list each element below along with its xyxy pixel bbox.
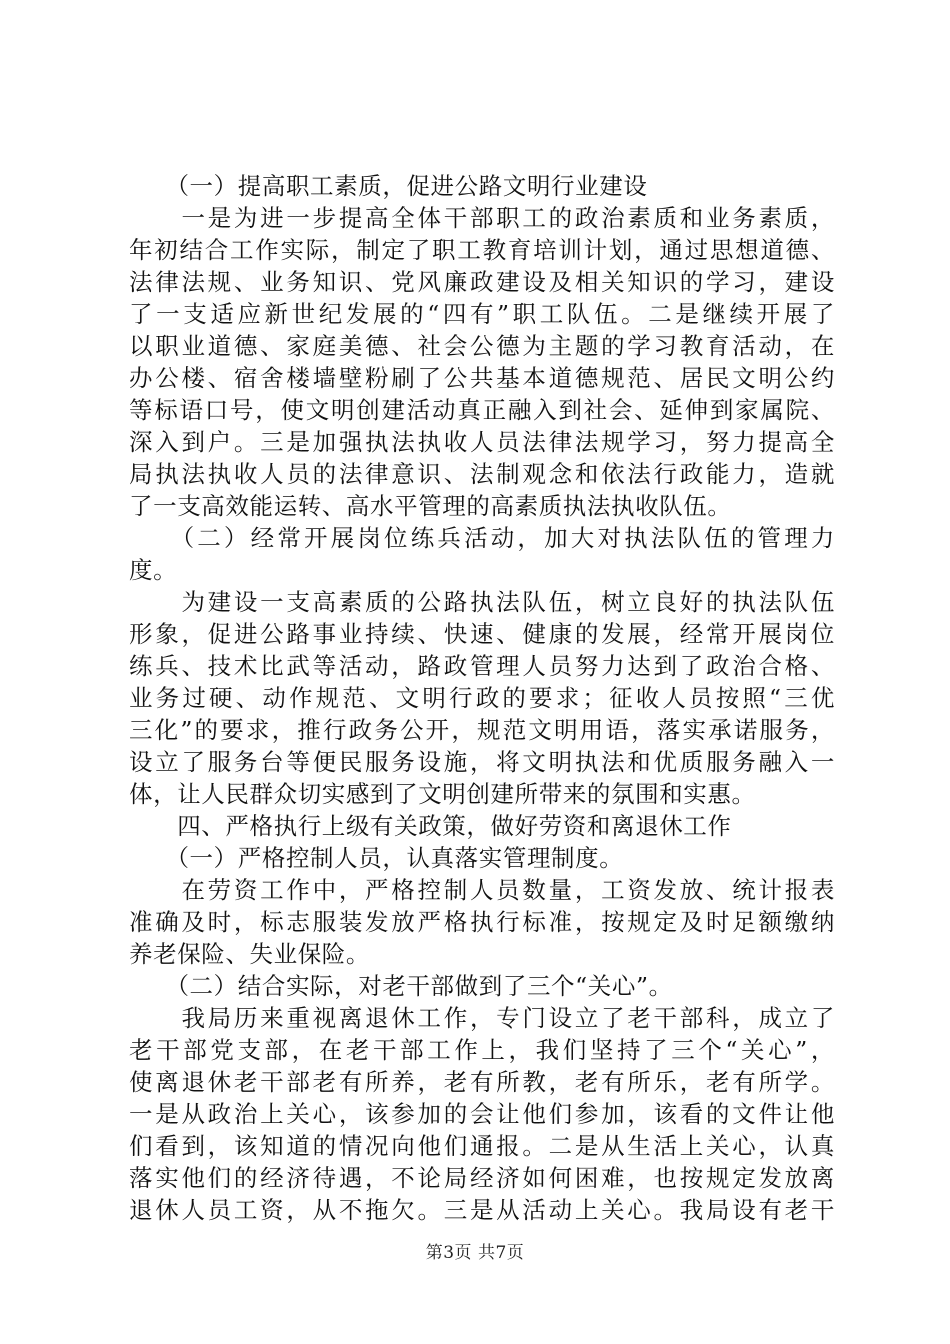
text-line: （二）经常开展岗位练兵活动，加大对执法队伍的管理力 [129,524,835,552]
text-line: 落实他们的经济待遇，不论局经济如何困难，也按规定发放离 [129,1164,835,1192]
text-line: 体，让人民群众切实感到了文明创建所带来的氛围和实惠。 [129,780,756,808]
page-footer: 第3页 共7页 [425,1243,525,1263]
text-line: 我局历来重视离退休工作，专门设立了老干部科，成立了 [129,1004,835,1032]
text-line: 一是从政治上关心，该参加的会让他们参加，该看的文件让他 [129,1100,835,1128]
text-line: 在劳资工作中，严格控制人员数量，工资发放、统计报表 [129,876,835,904]
text-line: 形象，促进公路事业持续、快速、健康的发展，经常开展岗位 [129,620,835,648]
text-line: 了一支高效能运转、高水平管理的高素质执法执收队伍。 [129,492,732,520]
document-body [129,170,835,1226]
text-line: 使离退休老干部老有所养，老有所教，老有所乐，老有所学。 [129,1068,835,1096]
text-line: 为建设一支高素质的公路执法队伍，树立良好的执法队伍 [129,588,835,616]
text-line: 法律法规、业务知识、党风廉政建设及相关知识的学习，建设 [129,268,835,296]
text-line: 设立了服务台等便民服务设施，将文明执法和优质服务融入一 [129,748,835,776]
text-line: （一）提高职工素质，促进公路文明行业建设 [129,172,648,200]
text-line: 深入到户。三是加强执法执收人员法律法规学习，努力提高全 [129,428,835,456]
text-line: 局执法执收人员的法律意识、法制观念和依法行政能力，造就 [129,460,835,488]
text-line: 年初结合工作实际，制定了职工教育培训计划，通过思想道德、 [129,236,835,264]
text-line: 一是为进一步提高全体干部职工的政治素质和业务素质， [129,204,835,232]
text-line: 准确及时，标志服装发放严格执行标准，按规定及时足额缴纳 [129,908,835,936]
text-line: 们看到，该知道的情况向他们通报。二是从生活上关心，认真 [129,1132,835,1160]
text-line: 等标语口号，使文明创建活动真正融入到社会、延伸到家属院、 [129,396,835,424]
text-line: 以职业道德、家庭美德、社会公德为主题的学习教育活动，在 [129,332,835,360]
text-line: 练兵、技术比武等活动，路政管理人员努力达到了政治合格、 [129,652,835,680]
text-line: 三化”的要求，推行政务公开，规范文明用语，落实承诺服务， [129,716,835,744]
text-line: 了一支适应新世纪发展的“四有”职工队伍。二是继续开展了 [129,300,835,328]
text-line: 办公楼、宿舍楼墙壁粉刷了公共基本道德规范、居民文明公约 [129,364,835,392]
text-line: （二）结合实际，对老干部做到了三个“关心”。 [129,972,673,1000]
text-line: 四、严格执行上级有关政策，做好劳资和离退休工作 [129,812,732,840]
text-line: 养老保险、失业保险。 [129,940,370,968]
text-line: 退休人员工资，从不拖欠。三是从活动上关心。我局设有老干 [129,1196,835,1224]
text-line: 老干部党支部，在老干部工作上，我们坚持了三个“关心”， [129,1036,835,1064]
text-line: 度。 [129,556,178,584]
text-line: 业务过硬、动作规范、文明行政的要求；征收人员按照“三优 [129,684,835,712]
text-line: （一）严格控制人员，认真落实管理制度。 [129,844,624,872]
